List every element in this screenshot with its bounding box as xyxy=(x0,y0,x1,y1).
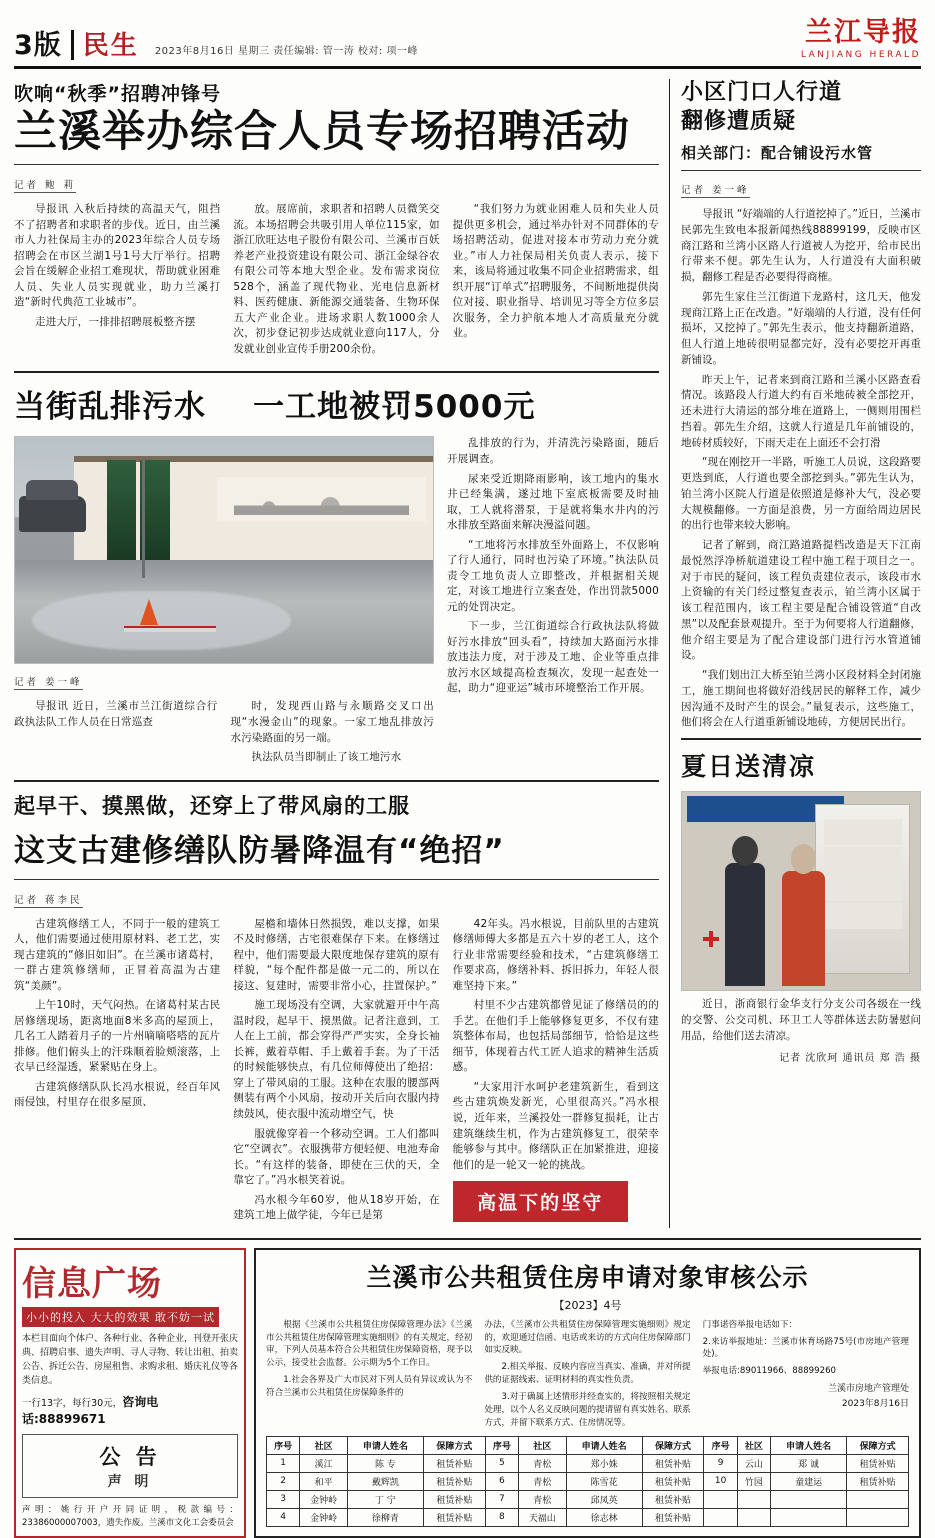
cell: 金钟岭 xyxy=(300,1490,348,1508)
story3-col1 xyxy=(14,917,220,1228)
story3-kicker: 起早干、摸黑做，还穿上了带风扇的工服 xyxy=(14,793,410,818)
divider xyxy=(14,164,659,165)
cell xyxy=(704,1490,737,1508)
cell: 租赁补贴 xyxy=(847,1454,909,1472)
cell: 郑 诚 xyxy=(771,1454,847,1472)
photo-person-volunteer xyxy=(725,863,765,986)
paragraph: “大家用汗水呵护老建筑新生，看到这些古建筑焕发新光，心里很高兴。”冯水根说，近年来，兰溪投处一群修复损耗，让古建筑继续生机，作为古建筑修复工，很荣幸能够参与其中。修缮队正在加紧推进，迎接他们的是一轮又一轮的挑战。 xyxy=(452,1080,659,1171)
paragraph: 2.相关举报、反映内容应当真实、准确，并对所提供的证据线索、证明材料的真实性负责。 xyxy=(484,1362,691,1386)
photo-pole xyxy=(142,460,145,578)
cell: 童建运 xyxy=(771,1472,847,1490)
notice-col2 xyxy=(484,1319,690,1430)
story2-right xyxy=(447,436,659,769)
story2-photo xyxy=(14,436,434,664)
paragraph: “我们努力为就业困难人员和失业人员提供更多机会，通过举办针对不同群体的专场招聘活动，促进对接本市劳动力充分就业。”市人力社保局相关负责人表示，接下来，该局将通过收集不同企业招聘需求，组织开展“订单式”招聘服务，不间断地提供岗位对接、职业指导、培训见习等全方位多层次服务，全力护航本地人才高质量充分就业。 xyxy=(452,203,659,340)
table-row xyxy=(267,1508,909,1526)
cell: 邱凤英 xyxy=(566,1490,642,1508)
story1-body xyxy=(14,202,659,361)
cell: 竹园 xyxy=(737,1472,770,1490)
cell xyxy=(737,1490,770,1508)
classifieds-price xyxy=(22,1393,238,1427)
story3-headline: 这支古建修缮队防暑降温有“绝招” xyxy=(14,832,505,869)
bottom-section xyxy=(14,1238,921,1538)
divider xyxy=(14,879,659,880)
paragraph: 42年头。冯水根说，目前队里的古建筑修缮师傅大多都是五六十岁的老工人，这个行业非常需要经验和技术，“古建筑修缮工作要求高，修缮补料、拆旧拆力，年轻人很难坚持下来。” xyxy=(452,917,659,992)
story1-col1 xyxy=(14,202,220,361)
applicants-table xyxy=(266,1436,909,1527)
th: 社区 xyxy=(519,1436,567,1454)
cell: 租赁补贴 xyxy=(642,1454,704,1472)
story3-col2 xyxy=(233,917,439,1228)
paragraph: 导报讯 “好端端的人行道挖掉了。”近日，兰溪市民郭先生致电本报新闻热线88899199，反映市区商江路和兰湾小区路人行道被人为挖开，给市民出行带来不便。郭先生认为，人行道没有大面积破损，翻修工程是否必要得得商榷。 xyxy=(681,208,921,284)
notice-col3 xyxy=(703,1319,909,1430)
cell: 金钟岭 xyxy=(300,1508,348,1526)
paragraph: 导报讯 入秋后持续的高温天气，阻挡不了招聘者和求职者的步伐。近日，由兰溪市人力社保局主办的2023年综合人员专场招聘会在市区兰湖1号1号大厅举行。招聘会旨在缓解企业招工难现状，帮助就业困难人员、失业人员实现就业，助力兰溪打造“新时代典范工业城市”。 xyxy=(14,203,221,309)
notice-title: 兰溪市公共租赁住房申请对象审核公示 xyxy=(366,1262,809,1292)
notice-signature xyxy=(703,1382,909,1411)
traffic-cone-icon xyxy=(140,599,158,625)
side-byline: 记者 姜一峰 xyxy=(681,182,750,198)
cell xyxy=(704,1508,737,1526)
feature-photo xyxy=(681,791,921,991)
cell: 7 xyxy=(485,1490,518,1508)
cell: 陈雪花 xyxy=(566,1472,642,1490)
cell: 6 xyxy=(485,1472,518,1490)
story2-headline xyxy=(14,381,659,426)
th: 保障方式 xyxy=(423,1436,485,1454)
notice-ad-subtitle: 声 明 xyxy=(107,1474,153,1491)
newspaper-brand xyxy=(801,10,921,60)
paragraph: 3.对于确属上述情形并经查实的，将按照相关规定处理，以个人名义反映问题的提请留有真实姓名、联系方式，并留下联系方式、住房情况等。 xyxy=(484,1392,691,1428)
cell: 租赁补贴 xyxy=(642,1472,704,1490)
cell: 3 xyxy=(267,1490,300,1508)
paragraph: “工地将污水排放至外面路上，不仅影响了行人通行，同时也污染了环境。”执法队员责令工地负责人立即整改，并根据相关规定，对该工地进行立案查处，作出罚款5000元的处罚决定。 xyxy=(447,538,659,613)
cell: 陈 专 xyxy=(347,1454,423,1472)
cell: 1 xyxy=(267,1454,300,1472)
cell: 租赁补贴 xyxy=(423,1508,485,1526)
paragraph: 放。展席前，求职者和招聘人员微笑交流。本场招聘会共吸引用人单位115家，如浙江欣旺达电子股份有限公司、兰溪市百妖养老产业投资建设有限公司、浙江金绿谷农有限公司等本地大型企业。发布需求岗位528个，涵盖了现代物业、光电信息新材料、医药健康、新能源交通装备、生物环保五大产业企业。进场求职人数1000余人次，初步登记初步达成就业意向117人，分发就业创业宣传手册200余份。 xyxy=(233,203,440,355)
paragraph: 走进大厅，一排排招聘展板整齐摆 xyxy=(35,315,196,328)
notice-date: 2023年8月16日 xyxy=(841,1398,909,1409)
paragraph: 门事诺咨举报电话如下： xyxy=(702,1319,798,1330)
th: 申请人姓名 xyxy=(771,1436,847,1454)
masthead xyxy=(14,10,921,69)
story-sewage-fine xyxy=(14,381,659,769)
photo-mural xyxy=(217,477,426,522)
story3-stamp: 高温下的坚守 xyxy=(453,1181,628,1222)
cell: 青松 xyxy=(519,1490,567,1508)
story1-byline: 记者 鲍 莉 xyxy=(14,177,76,193)
feature-credit: 记者 沈欣珂 通讯员 郑 浩 摄 xyxy=(779,1053,921,1065)
paragraph: 尿来受近期降雨影响，该工地内的集水井已经集满，遂过地下室底板需要及时抽取，工人就将潜泵，于是就将集水井内的污水排放至路面来解决漫溢问题。 xyxy=(447,472,659,532)
story3-body xyxy=(14,917,659,1228)
cell: 戴辉凯 xyxy=(347,1472,423,1490)
red-cross-icon xyxy=(703,931,719,947)
story2-caption: 导报讯 近日，兰溪市兰江街道综合行政执法队工作人员在日常巡查 xyxy=(14,700,218,728)
paragraph: 2.来访举报地址：兰溪市休育场路75号(市房地产管理处)。 xyxy=(702,1336,909,1360)
cell: 和平 xyxy=(300,1472,348,1490)
feature-title: 夏日送清凉 xyxy=(681,752,817,782)
side-subtitle: 相关部门：配合铺设污水管 xyxy=(681,144,874,163)
feature-caption: 近日，浙商银行金华支行分支公司各级在一线的交警、公交司机、环卫工人等群体送去防暑慰问用品，给他们送去清凉。 xyxy=(681,998,921,1042)
paragraph: 昨天上午，记者来到商江路和兰溪小区路查看情况。该路段人行道大约有百米地砖被全部挖开，还未进行大清运的部分堆在道路上，一侧则用围栏挡着。郭先生介绍，这就人行道是几年前铺设的，地砖材质较好，下雨天走在上面还不会打滑 xyxy=(681,373,921,449)
paragraph: 屋檐和墙体日然损毁，难以支撑，如果不及时修缮，古宅很难保存下来。在修缮过程中，他们需要最大限度地保存建筑的原有样貌，“每个配件都是做一元二的，所以在接这、复建时，需要非常小心，拄置保护。” xyxy=(233,917,440,992)
page-number: 3版 xyxy=(14,30,62,61)
side-headline-line2: 翻修遭质疑 xyxy=(681,108,797,134)
paragraph: 时，发现西山路与永顺路交叉口出现“水漫金山”的现象。一家工地乱排放污水污染路面的另一端。 xyxy=(230,700,434,744)
cell: 2 xyxy=(267,1472,300,1490)
brand-name-cn: 兰江导报 xyxy=(805,17,921,48)
paragraph: “我们划出江大桥至铂兰湾小区段材料全封闭施工，施工期间也将做好沿线居民的解释工作，减少因沟通不及时产生的误会。”量复表示，这些施工，他们将会在人行道重新铺设地砖，方便居民出行。 xyxy=(681,669,921,729)
paragraph: 古建筑修缮队队长冯水根说，经百年风雨侵蚀，村里存在很多屋顶、 xyxy=(14,1080,221,1109)
classifieds-price-line: 一行13字，每行30元， xyxy=(22,1398,123,1410)
cell: 天福山 xyxy=(519,1508,567,1526)
th: 申请人姓名 xyxy=(347,1436,423,1454)
th: 保障方式 xyxy=(847,1436,909,1454)
cell: 4 xyxy=(267,1508,300,1526)
story-recruitment xyxy=(14,79,659,361)
divider xyxy=(681,738,921,740)
cell xyxy=(847,1490,909,1508)
photo-car xyxy=(19,496,86,532)
cell: 10 xyxy=(704,1472,737,1490)
cell xyxy=(847,1508,909,1526)
photo-person-worker xyxy=(782,871,825,986)
paragraph: 记者了解到，商江路道路提档改造是天下江南最悦然浮净桥航道建设工程中施工程于项目之一。对于市民的疑问，该工程负责建位表示，该段市水上资输的有关门经过整复查表示，铂兰湾小区属于该工程范围内，该工程主要是配合铺设管道“自改黑”以及配套景观提升。至于为何要将人行道翻修，他介绍主要是为了配合建设部门进行污水管道铺设。 xyxy=(681,539,921,662)
th: 申请人姓名 xyxy=(566,1436,642,1454)
photo-puddle xyxy=(32,591,291,650)
photo-barrier xyxy=(124,626,216,632)
paragraph: 郭先生家住兰江街道下龙路村，这几天，他发现商江路上正在改造。“好端端的人行道，没有任何损坏，又挖掉了。”郭先生表示，他支持翻新道路，但人行道上地砖很明显都完好，没有必要挖开再重新铺设。 xyxy=(681,290,921,366)
story1-col2 xyxy=(233,202,439,361)
masthead-meta: 2023年8月16日 星期三 责任编辑: 管一涛 校对: 项一峰 xyxy=(154,46,418,57)
paragraph: 办法，《兰溪市公共租赁住房保障管理实施细则》规定的，欢迎通过信函、电话或来访的方式向住房保障部门如实反映。 xyxy=(484,1319,691,1356)
cell: 租赁补贴 xyxy=(423,1454,485,1472)
paragraph: 冯水根今年60岁，他从18岁开始，在建筑工地上做学徒，今年已是第 xyxy=(233,1193,440,1222)
masthead-divider xyxy=(71,30,74,60)
story3-byline: 记者 蒋李民 xyxy=(14,892,83,908)
paragraph: 下一步，兰江街道综合行政执法队将做好污水排放“回头看”，持续加大路面污水排放违法力度，对于涉及工地、企业等重点排放污水区域提高检查频次，发现一起查处一起，助力“迎亚运”城市环境整治工作开展。 xyxy=(447,620,659,695)
section-title: 民生 xyxy=(82,31,139,61)
divider xyxy=(14,780,659,782)
paragraph: 古建筑修缮工人，不同于一般的建筑工人，他们需要通过使用原材料、老工艺，实现古建筑的“修旧如旧”。在兰溪市诸葛村，一群古建筑修缮师，正冒着高温为古建筑“美颜”。 xyxy=(14,917,221,992)
cell: 徐志林 xyxy=(566,1508,642,1526)
divider xyxy=(14,371,659,373)
cell: 青松 xyxy=(519,1472,567,1490)
notice-ad-title: 公 告 xyxy=(99,1445,161,1470)
cell: 丁 宁 xyxy=(347,1490,423,1508)
cell: 租赁补贴 xyxy=(847,1472,909,1490)
paragraph: 施工现场没有空调，大家就避开中午高温时段，起早干、摸黑做。记者注意到，工人在上工前，都会穿得严严实实，全身长袖长裤，戴着草帽、手上戴着手套。为了干活的时候能够快点，有几位师傅使出了绝招：穿上了带风扇的工服。这种在农服的腰部两侧装有两个小风扇，按动开关后向衣服内持续鼓风，使衣服中流动增空气，快 xyxy=(233,999,440,1120)
table-row xyxy=(267,1472,909,1490)
cell: 9 xyxy=(704,1454,737,1472)
cell: 租赁补贴 xyxy=(642,1508,704,1526)
paragraph: 根据《兰溪市公共租赁住房保障管理办法》《兰溪市公共租赁住房保障管理实施细则》的有关规定，经初审，下列人员基本符合公共租赁住房保障资格，现予以公示，接受社会监督。公示期为5个工作日。 xyxy=(266,1319,473,1369)
story1-headline: 兰溪举办综合人员专场招聘活动 xyxy=(14,107,630,157)
classifieds-subtitle: 小小的投入 大大的效果 敢不妨一试 xyxy=(22,1307,219,1327)
cell xyxy=(771,1508,847,1526)
cell: 租赁补贴 xyxy=(423,1490,485,1508)
public-housing-notice xyxy=(254,1248,921,1538)
cell: 溪江 xyxy=(300,1454,348,1472)
story2-byline: 记者 姜一峰 xyxy=(14,674,83,690)
cell: 5 xyxy=(485,1454,518,1472)
th: 社区 xyxy=(300,1436,348,1454)
paragraph: 村里不少古建筑都曾见证了修缮员的的手艺。在他们手上能够修复更多，不仅有建筑整体布局，也包括局部细节，恰恰是这些细节，体现着古代工匠人追求的精神生活质感。 xyxy=(452,999,659,1074)
cell: 云山 xyxy=(737,1454,770,1472)
classifieds-box xyxy=(14,1248,246,1538)
paragraph: “现在刚挖开一半路，听施工人员说，这段路要更迭到底，人行道也要全部挖到头。”郭先生认为，铂兰湾小区院人行道是依照道是修补大气，没必要大规模翻修。一方面是浪费，另一方面给周边居民的出行也带来较大影响。 xyxy=(681,456,921,532)
story2-headline-part2: 一工地被罚5000元 xyxy=(253,389,536,426)
photo-cabinet xyxy=(815,804,910,974)
th: 序号 xyxy=(704,1436,737,1454)
cell: 徐柳青 xyxy=(347,1508,423,1526)
paragraph: 举报电话:89011966、88899260 xyxy=(702,1366,837,1377)
notice-col1 xyxy=(266,1319,472,1430)
story2-left xyxy=(14,436,434,769)
table-row xyxy=(267,1490,909,1508)
notice-number: 【2023】4号 xyxy=(553,1298,622,1312)
story1-kicker: 吹响“秋季”招聘冲锋号 xyxy=(14,83,221,105)
paragraph: 1.社会各界及广大市民对下列人员有异议或认为不符合兰溪市公共租赁住房保障条件的 xyxy=(266,1375,473,1399)
notice-text-columns xyxy=(266,1319,909,1430)
paragraph: 服就像穿着一个移动空调。工人们都叫它“空调衣”。衣服携带方便轻便、电池寿命长。“有这样的装备，即使在三伏的天，全靠它了。”冯水根笑着说。 xyxy=(233,1127,440,1187)
side-headline-line1: 小区门口人行道 xyxy=(681,80,843,105)
divider xyxy=(681,170,921,171)
story-heritage-repair xyxy=(14,790,659,1228)
th: 序号 xyxy=(267,1436,300,1454)
paragraph: 乱排放的行为，并清洗污染路面，随后开展调查。 xyxy=(447,437,659,465)
main-column xyxy=(14,79,669,1228)
table-header-row xyxy=(267,1436,909,1454)
cell xyxy=(771,1490,847,1508)
loss-declaration: 声明：姚行开户开同证明，税款编号：23386000007003，遗失作废。兰溪市文化工会委员会 xyxy=(22,1505,238,1529)
classifieds-phone: 咨询电话:88899671 xyxy=(22,1395,159,1427)
th: 社区 xyxy=(737,1436,770,1454)
side-column xyxy=(669,79,921,1228)
story2-headline-part1: 当街乱排污水 xyxy=(14,389,206,426)
classifieds-title: 信息广场 xyxy=(22,1263,162,1304)
brand-name-en: LANJIANG HERALD xyxy=(800,50,921,60)
cell: 租赁补贴 xyxy=(642,1490,704,1508)
story1-col3 xyxy=(453,202,659,361)
page-columns xyxy=(14,79,921,1228)
th: 序号 xyxy=(485,1436,518,1454)
classifieds-body: 本栏目面向个体户、各种行业、各种企业，刊登开张庆典、招聘启事、遗失声明、寻人寻物、转让出租、拍卖公告、拆迁公告、房屋租售、求购求租、婚庆礼仪等各类信息。 xyxy=(22,1333,239,1386)
cell xyxy=(737,1508,770,1526)
cell: 租赁补贴 xyxy=(423,1472,485,1490)
story3-col3 xyxy=(453,917,659,1228)
cell: 青松 xyxy=(519,1454,567,1472)
table-row xyxy=(267,1454,909,1472)
notice-issuer: 兰溪市房地产管理处 xyxy=(827,1384,909,1395)
cell: 8 xyxy=(485,1508,518,1526)
paragraph: 执法队员当即制止了该工地污水 xyxy=(251,751,402,764)
notice-ad xyxy=(22,1434,238,1498)
paragraph: 上午10时，天气闷热。在诸葛村某古民居修缮现场，距离地面8米多高的屋顶上，几名工人踏着月子的一片州嘀嘀嗒嗒的瓦片排修。他们俯头上的汗珠顺着脸颊滚落，上衣早已经湿透，紧紧贴在身上。 xyxy=(14,999,221,1074)
cell: 郑小姝 xyxy=(566,1454,642,1472)
th: 保障方式 xyxy=(642,1436,704,1454)
